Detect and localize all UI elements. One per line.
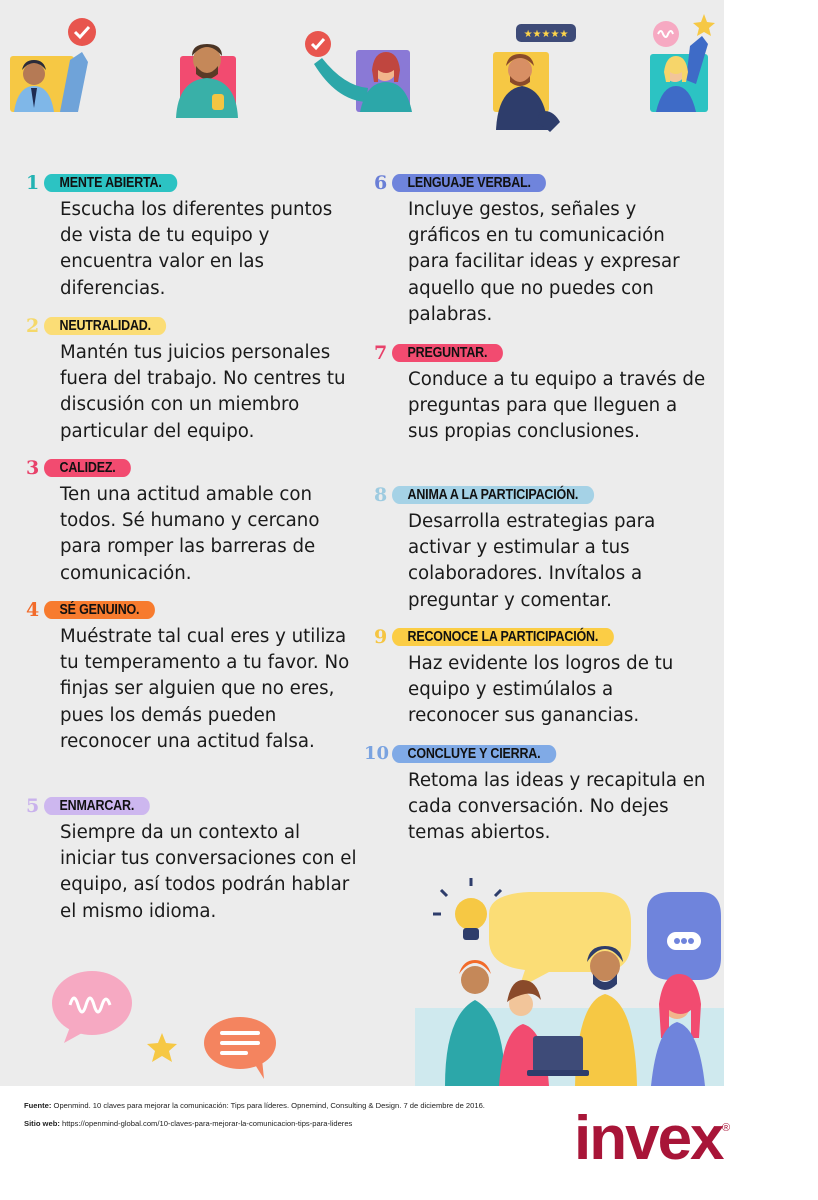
tip-body: Muéstrate tal cual eres y utiliza tu temperamento a tu favor. No finjas ser alguien que no eres, pues los demás pueden reconocer una actitud falsa. — [60, 626, 350, 752]
tip-body: Siempre da un contexto al iniciar tus conversaciones con el equipo, así todos podrán hablar el mismo idioma. — [60, 822, 357, 922]
tip-title: SÉ GENUINO. — [44, 601, 155, 619]
website-line — [24, 1115, 584, 1133]
tip-7 — [374, 342, 706, 446]
source-label: Fuente: — [24, 1101, 52, 1110]
tip-6 — [374, 172, 692, 328]
tip-number: 6 — [374, 172, 388, 194]
tip-title: ENMARCAR. — [44, 797, 150, 815]
tip-number: 8 — [374, 484, 388, 506]
footer — [24, 1097, 584, 1133]
header-people-illustration — [0, 0, 724, 150]
tip-body: Conduce a tu equipo a través de preguntas para que lleguen a sus propias conclusiones. — [408, 369, 706, 443]
person-checkmark-hand-icon — [305, 31, 412, 112]
tip-number: 9 — [374, 626, 388, 648]
person-thumbs-up-icon — [176, 44, 238, 118]
tip-2 — [26, 315, 344, 445]
tip-title: ANIMA A LA PARTICIPACIÓN. — [392, 486, 594, 504]
website-link[interactable]: https://openmind-global.com/10-claves-para-mejorar-la-comunicacion-tips-para-lideres — [59, 1119, 353, 1128]
person-checkmark-icon — [10, 18, 96, 112]
orange-speech-bubble-icon — [204, 1017, 276, 1079]
tip-body: Retoma las ideas y recapitula en cada conversación. No dejes temas abiertos. — [408, 770, 706, 844]
tip-body: Escucha los diferentes puntos de vista de tu equipo y encuentra valor en las diferencias. — [60, 199, 333, 299]
tip-body: Haz evidente los logros de tu equipo y estimúlalos a reconocer sus ganancias. — [408, 653, 674, 727]
tip-body: Ten una actitud amable con todos. Sé humano y cercano para romper las barreras de comunicación. — [60, 484, 320, 584]
tip-1 — [26, 172, 344, 302]
invex-logo: invex — [574, 1104, 723, 1173]
tip-title: LENGUAJE VERBAL. — [392, 174, 546, 192]
pink-speech-bubble-icon — [52, 971, 132, 1043]
tip-title: CONCLUYE Y CIERRA. — [392, 745, 556, 763]
tip-number: 7 — [374, 342, 388, 364]
website-label: Sitio web: — [24, 1119, 60, 1128]
person-star-icon — [650, 14, 715, 112]
tip-5 — [26, 795, 357, 925]
tip-number: 4 — [26, 599, 40, 621]
tip-10 — [364, 743, 706, 847]
tip-4 — [26, 599, 350, 755]
tip-title: RECONOCE LA PARTICIPACIÓN. — [392, 628, 614, 646]
tip-number: 10 — [364, 743, 390, 764]
team-meeting-illustration — [415, 870, 724, 1086]
tip-body: Desarrolla estrategias para activar y estimular a tus colaboradores. Invítalos a preguntar y comentar. — [408, 511, 656, 611]
star-icon — [147, 1033, 177, 1062]
tip-number: 2 — [26, 315, 40, 337]
tip-title: CALIDEZ. — [44, 459, 131, 477]
source-text: Openmind. 10 claves para mejorar la comunicación: Tips para líderes. Opnemind, Consulting & Design. 7 de diciembre de 2016. — [51, 1101, 485, 1110]
tip-3 — [26, 457, 344, 587]
tip-9 — [374, 626, 692, 730]
registered-mark: ® — [722, 1122, 731, 1134]
tip-body: Incluye gestos, señales y gráficos en tu comunicación para facilitar ideas y expresar aquello que no puedes con palabras. — [408, 199, 680, 325]
source-line — [24, 1097, 584, 1115]
tip-number: 3 — [26, 457, 40, 479]
tip-number: 5 — [26, 795, 40, 817]
tip-title: PREGUNTAR. — [392, 344, 503, 362]
tip-title: MENTE ABIERTA. — [44, 174, 177, 192]
tip-body: Mantén tus juicios personales fuera del trabajo. No centres tu discusión con un miembro particular del equipo. — [60, 342, 346, 442]
tip-title: NEUTRALIDAD. — [44, 317, 166, 335]
speech-bubbles-illustration — [40, 965, 290, 1085]
person-rating-stars-icon — [493, 24, 576, 132]
tip-8 — [374, 484, 692, 614]
svg-text:★★★★★: ★★★★★ — [523, 29, 569, 40]
tip-number: 1 — [26, 172, 40, 194]
